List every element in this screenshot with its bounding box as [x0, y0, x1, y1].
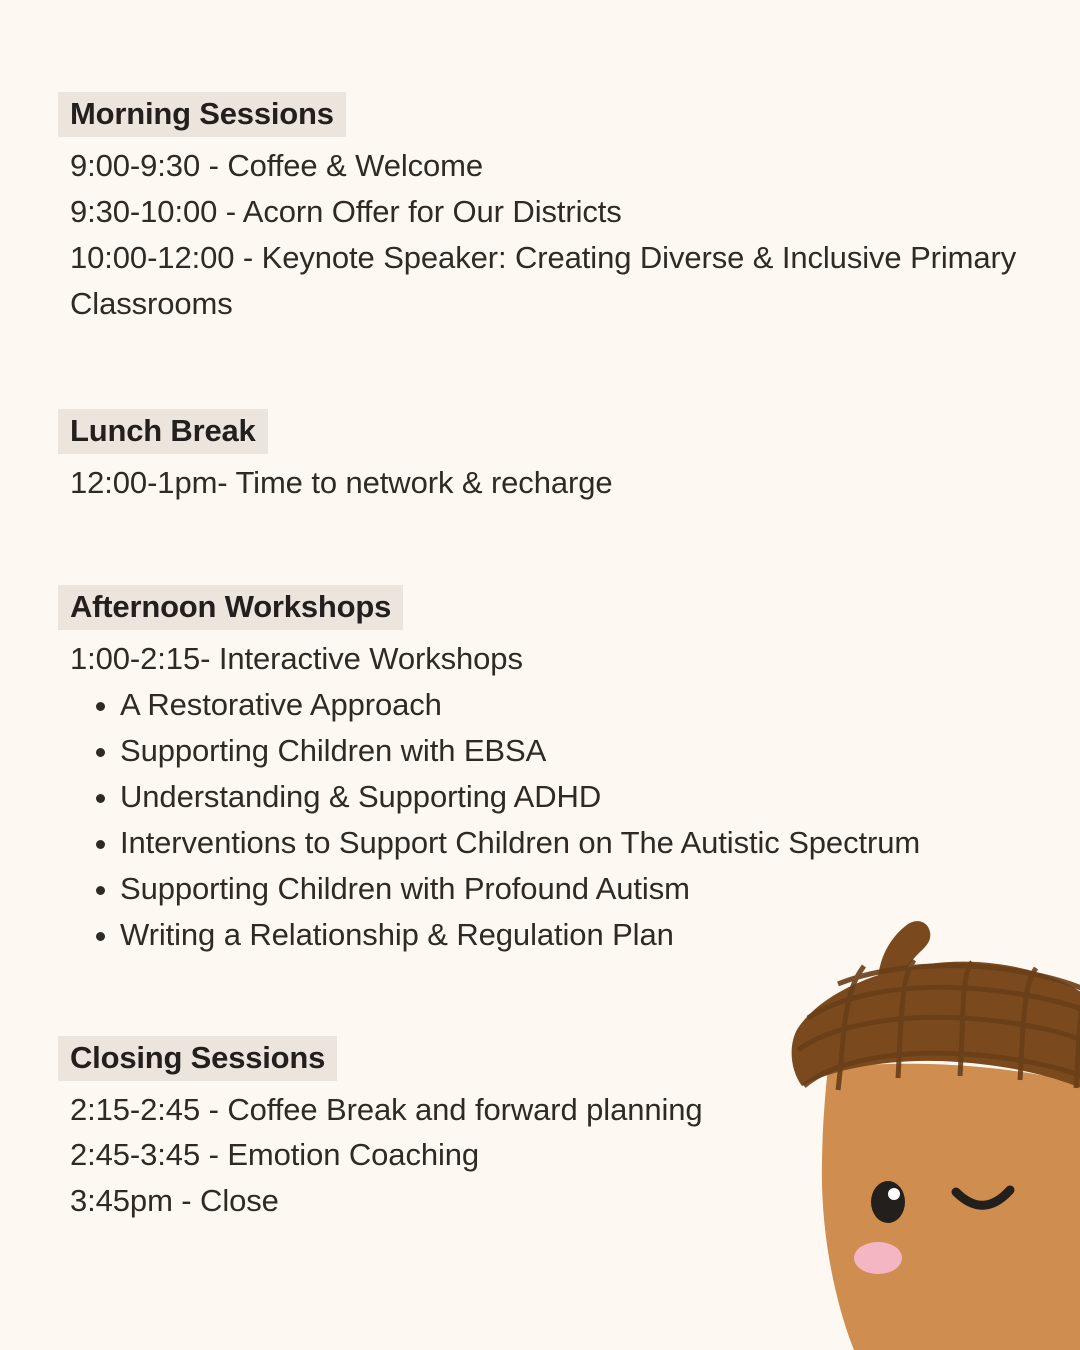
schedule-line: 9:00-9:30 - Coffee & Welcome	[70, 148, 484, 183]
list-item: A Restorative Approach	[70, 682, 1018, 728]
section-heading: Closing Sessions	[58, 1036, 337, 1081]
schedule-line: 3:45pm - Close	[70, 1183, 279, 1219]
workshop-list	[58, 682, 1018, 957]
agenda-content	[58, 92, 1018, 1224]
section-afternoon-workshops	[58, 585, 1018, 957]
list-item: Understanding & Supporting ADHD	[70, 774, 1018, 820]
schedule-line: 12:00-1pm- Time to network & recharge	[70, 464, 613, 500]
schedule-line: 9:30-10:00 - Acorn Offer for Our Districts	[70, 193, 622, 229]
spacer	[58, 505, 1018, 585]
schedule-line: 2:45-3:45 - Emotion Coaching	[70, 1137, 480, 1173]
section-morning-sessions	[58, 92, 1018, 327]
schedule-line: 2:15-2:45 - Coffee Break and forward planning	[70, 1091, 703, 1127]
section-lunch-break	[58, 409, 1018, 506]
spacer	[58, 327, 1018, 409]
section-heading: Morning Sessions	[58, 92, 346, 137]
section-heading: Afternoon Workshops	[58, 585, 403, 630]
section-heading: Lunch Break	[58, 409, 268, 454]
list-item: Supporting Children with Profound Autism	[70, 866, 1018, 912]
section-closing-sessions	[58, 1036, 1018, 1225]
spacer	[58, 958, 1018, 1036]
list-item: Writing a Relationship & Regulation Plan	[70, 912, 1018, 958]
schedule-line: 1:00-2:15- Interactive Workshops	[70, 641, 523, 677]
list-item: Supporting Children with EBSA	[70, 728, 1018, 774]
list-item: Interventions to Support Children on The Autistic Spectrum	[70, 820, 1018, 866]
schedule-line: 10:00-12:00 - Keynote Speaker: Creating Diverse & Inclusive Primary Classrooms	[70, 239, 1017, 321]
